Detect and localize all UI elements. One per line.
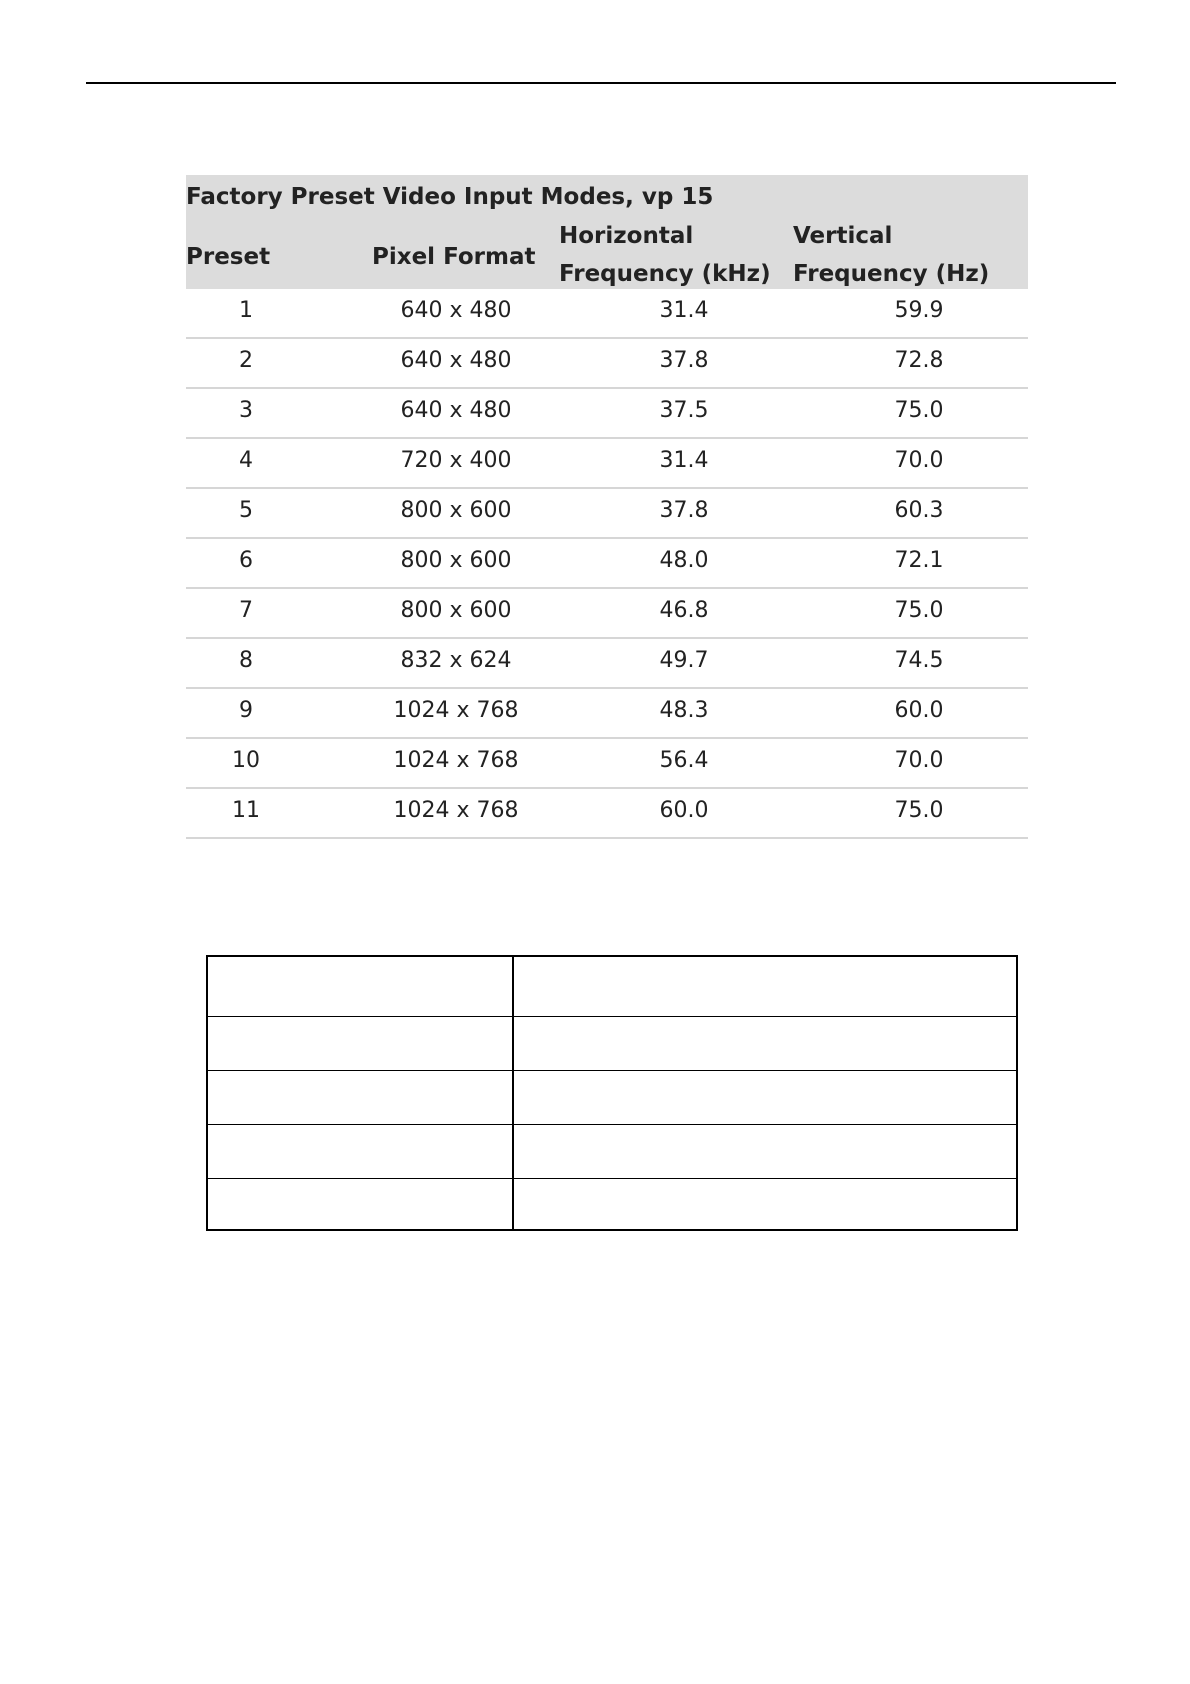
cell-pixel-format: 720 x 400 <box>400 448 512 473</box>
column-header-hfreq-line2: Frequency (kHz) <box>559 261 771 287</box>
cell-preset: 2 <box>239 348 253 373</box>
column-header-vertical-frequency <box>793 217 989 293</box>
cell-pixel-format: 640 x 480 <box>400 348 512 373</box>
cell-vertical-frequency: 70.0 <box>894 748 944 773</box>
table-row <box>186 389 1028 439</box>
cell-vertical-frequency: 75.0 <box>894 798 944 823</box>
empty-table-cell <box>208 1071 514 1124</box>
table-row <box>186 739 1028 789</box>
cell-preset: 9 <box>239 698 253 723</box>
factory-preset-table <box>186 175 1028 839</box>
header-rule <box>86 82 1116 84</box>
cell-preset: 10 <box>232 748 260 773</box>
cell-horizontal-frequency: 37.8 <box>659 348 709 373</box>
empty-table-row <box>208 1179 1016 1229</box>
empty-table-cell <box>208 1125 514 1178</box>
empty-table-cell <box>208 1017 514 1070</box>
cell-vertical-frequency: 72.1 <box>894 548 944 573</box>
table-row <box>186 439 1028 489</box>
cell-horizontal-frequency: 49.7 <box>659 648 709 673</box>
table-title: Factory Preset Video Input Modes, vp 15 <box>186 184 714 210</box>
cell-vertical-frequency: 59.9 <box>894 298 944 323</box>
table-row <box>186 689 1028 739</box>
column-header-vfreq-line1: Vertical <box>793 223 893 249</box>
cell-preset: 4 <box>239 448 253 473</box>
table-body <box>186 289 1028 839</box>
cell-vertical-frequency: 70.0 <box>894 448 944 473</box>
empty-table-cell <box>514 957 1016 1016</box>
cell-horizontal-frequency: 31.4 <box>659 448 709 473</box>
cell-horizontal-frequency: 46.8 <box>659 598 709 623</box>
cell-pixel-format: 640 x 480 <box>400 298 512 323</box>
empty-table-row <box>208 1017 1016 1071</box>
cell-pixel-format: 800 x 600 <box>400 548 512 573</box>
cell-pixel-format: 1024 x 768 <box>393 698 519 723</box>
cell-horizontal-frequency: 56.4 <box>659 748 709 773</box>
column-header-horizontal-frequency <box>559 217 771 293</box>
table-row <box>186 539 1028 589</box>
cell-vertical-frequency: 74.5 <box>894 648 944 673</box>
cell-pixel-format: 832 x 624 <box>400 648 512 673</box>
cell-vertical-frequency: 60.0 <box>894 698 944 723</box>
cell-pixel-format: 800 x 600 <box>400 498 512 523</box>
cell-pixel-format: 1024 x 768 <box>393 748 519 773</box>
cell-horizontal-frequency: 60.0 <box>659 798 709 823</box>
cell-preset: 11 <box>232 798 260 823</box>
column-header-hfreq-line1: Horizontal <box>559 223 694 249</box>
empty-table-row <box>208 957 1016 1017</box>
cell-vertical-frequency: 72.8 <box>894 348 944 373</box>
cell-pixel-format: 1024 x 768 <box>393 798 519 823</box>
cell-vertical-frequency: 75.0 <box>894 598 944 623</box>
table-row <box>186 289 1028 339</box>
cell-preset: 7 <box>239 598 253 623</box>
cell-vertical-frequency: 75.0 <box>894 398 944 423</box>
table-row <box>186 789 1028 839</box>
cell-horizontal-frequency: 48.0 <box>659 548 709 573</box>
cell-horizontal-frequency: 31.4 <box>659 298 709 323</box>
cell-pixel-format: 800 x 600 <box>400 598 512 623</box>
table-header: Factory Preset Video Input Modes, vp 15 Preset Pixel Format Horizontal Frequency (kHz) Vertical Frequency (Hz) <box>186 175 1028 289</box>
column-header-vfreq-line2: Frequency (Hz) <box>793 261 990 287</box>
table-row <box>186 589 1028 639</box>
empty-table-row <box>208 1125 1016 1179</box>
empty-table-cell <box>514 1125 1016 1178</box>
empty-table-cell <box>514 1179 1016 1229</box>
cell-preset: 5 <box>239 498 253 523</box>
cell-vertical-frequency: 60.3 <box>894 498 944 523</box>
cell-horizontal-frequency: 37.8 <box>659 498 709 523</box>
empty-table <box>206 955 1018 1231</box>
empty-table-cell <box>208 957 514 1016</box>
cell-horizontal-frequency: 37.5 <box>659 398 709 423</box>
cell-preset: 3 <box>239 398 253 423</box>
cell-preset: 1 <box>239 298 253 323</box>
empty-table-cell <box>514 1071 1016 1124</box>
empty-table-cell <box>514 1017 1016 1070</box>
empty-table-cell <box>208 1179 514 1229</box>
cell-preset: 8 <box>239 648 253 673</box>
table-row <box>186 339 1028 389</box>
cell-preset: 6 <box>239 548 253 573</box>
cell-horizontal-frequency: 48.3 <box>659 698 709 723</box>
cell-pixel-format: 640 x 480 <box>400 398 512 423</box>
empty-table-row <box>208 1071 1016 1125</box>
table-row <box>186 489 1028 539</box>
table-row <box>186 639 1028 689</box>
